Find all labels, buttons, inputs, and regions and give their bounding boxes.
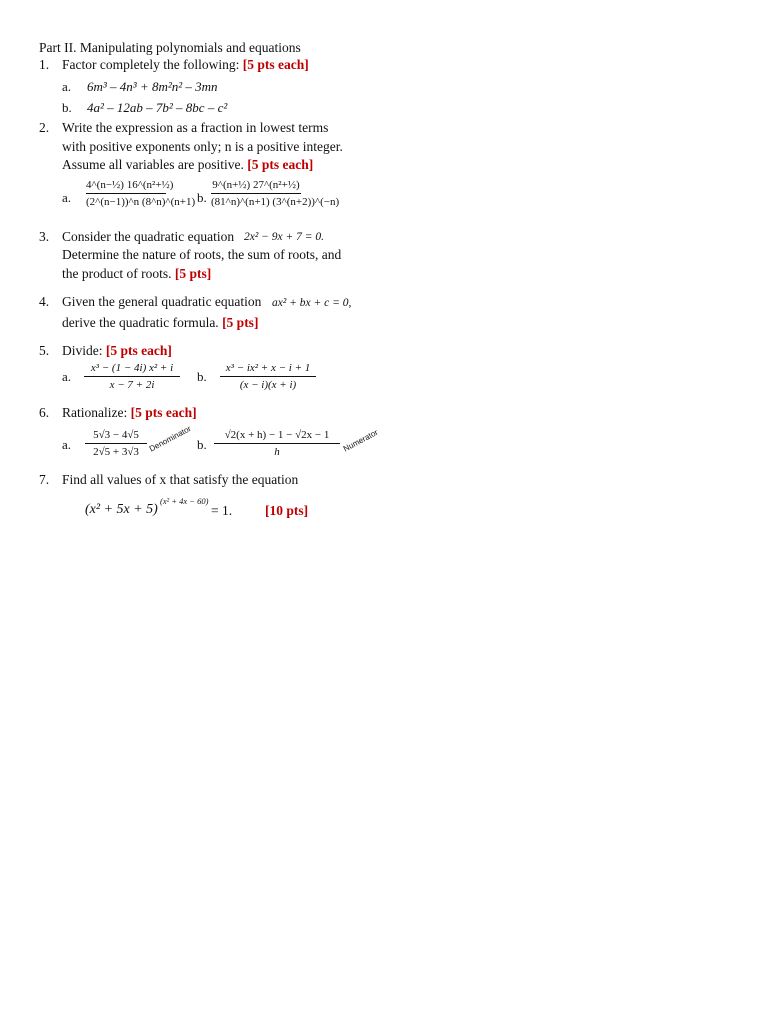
fraction-bar (220, 376, 316, 377)
question-3-text: the product of roots. (62, 266, 172, 281)
question-5a-label: a. (62, 369, 72, 384)
question-5a-numerator: x³ − (1 − 4i) x² + i (90, 362, 174, 374)
question-5-text (62, 343, 172, 359)
question-4-equation: ax² + bx + c = 0, (272, 297, 352, 309)
question-6b-numerator: √2(x + h) − 1 − √2x − 1 (224, 429, 330, 441)
question-6-points: [5 pts each] (130, 405, 197, 420)
question-2-instruction: Assume all variables are positive. (62, 157, 244, 172)
question-5a-fraction (84, 362, 180, 391)
question-2-line-3 (62, 157, 313, 173)
question-6a-label: a. (62, 437, 72, 452)
question-3-equation: 2x² − 9x + 7 = 0. (244, 231, 325, 243)
question-1-text (62, 57, 309, 73)
question-3-line-3 (62, 266, 211, 282)
question-1-prompt: Factor completely the following: (62, 57, 240, 72)
question-3-line-2: Determine the nature of roots, the sum of roots, and (62, 247, 342, 262)
question-7-exponent: (x² + 4x − 60) (160, 496, 209, 506)
question-3-number: 3. (39, 229, 50, 244)
question-6a-denominator: 2√5 + 3√3 (93, 446, 139, 458)
question-4-line-1: Given the general quadratic equation (62, 294, 262, 309)
question-7-number: 7. (39, 472, 50, 487)
question-6b-annotation: Numerator (341, 427, 380, 454)
question-4-text: derive the quadratic formula. (62, 315, 219, 330)
question-5b-denominator: (x − i)(x + i) (239, 379, 297, 391)
fraction-bar (214, 443, 340, 444)
question-5a-denominator: x − 7 + 2i (109, 379, 155, 391)
question-2b-fraction (211, 179, 340, 208)
question-6a-numerator: 5√3 − 4√5 (93, 429, 139, 441)
question-6-number: 6. (39, 405, 50, 420)
question-6-text (62, 405, 197, 421)
question-6b-fraction (214, 429, 340, 458)
question-1b-label: b. (62, 100, 72, 115)
question-2-number: 2. (39, 120, 50, 135)
question-1b-expression: 4a² – 12ab – 7b² – 8bc – c² (87, 100, 228, 115)
fraction-bar (211, 193, 301, 194)
question-2a-numerator: 4^(n−½) 16^(n²+½) (86, 179, 174, 191)
question-2b-denominator: (81^n)^(n+1) (3^(n+2))^(−n) (211, 196, 340, 208)
fraction-bar (86, 193, 166, 194)
question-2-points: [5 pts each] (247, 157, 314, 172)
fraction-bar (84, 376, 180, 377)
question-3-points: [5 pts] (174, 266, 212, 281)
section-title: Part II. Manipulating polynomials and equations (39, 40, 301, 55)
question-5-prompt: Divide: (62, 343, 103, 358)
question-2a-denominator: (2^(n−1))^n (8^n)^(n+1) (86, 196, 196, 208)
question-7-text: Find all values of x that satisfy the equation (62, 472, 299, 487)
fraction-bar (85, 443, 147, 444)
question-6b-denominator: h (274, 446, 280, 458)
question-3-line-1: Consider the quadratic equation (62, 229, 235, 244)
question-6b-label: b. (197, 437, 207, 452)
question-1-number: 1. (39, 57, 50, 72)
question-7-base: (x² + 5x + 5) (85, 502, 158, 517)
question-1-points: [5 pts each] (242, 57, 309, 72)
question-5b-numerator: x³ − ix² + x − i + 1 (225, 362, 311, 374)
question-2a-fraction (86, 179, 196, 208)
question-4-number: 4. (39, 294, 50, 309)
question-2b-numerator: 9^(n+½) 27^(n²+½) (212, 179, 300, 191)
question-6a-annotation: Denominator (147, 424, 193, 454)
question-6a-fraction (85, 429, 147, 458)
question-4-points: [5 pts] (222, 315, 259, 330)
question-2-line-1: Write the expression as a fraction in lowest terms (62, 120, 329, 135)
question-5b-label: b. (197, 369, 207, 384)
question-2a-label: a. (62, 190, 72, 205)
question-1a-label: a. (62, 79, 72, 94)
question-7-rhs: = 1. (211, 503, 233, 518)
question-5b-fraction (220, 362, 316, 391)
question-7-points: [10 pts] (265, 503, 309, 518)
question-1a-expression: 6m³ – 4n³ + 8m²n² – 3mn (87, 79, 218, 94)
question-5-number: 5. (39, 343, 50, 358)
question-2b-label: b. (197, 190, 207, 205)
question-5-points: [5 pts each] (105, 343, 172, 358)
question-2-line-2: with positive exponents only; n is a positive integer. (62, 139, 343, 154)
question-6-prompt: Rationalize: (62, 405, 128, 420)
question-4-line-2 (62, 315, 258, 331)
